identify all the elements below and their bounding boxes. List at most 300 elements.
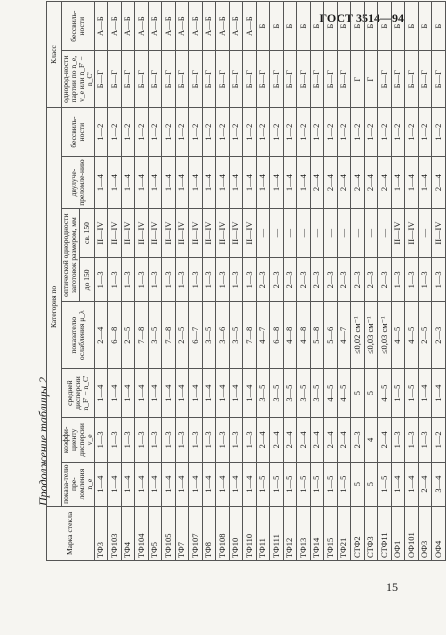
cell-homogeneity-over-150: II—IV bbox=[391, 208, 405, 257]
cell-mean-dispersion: 1—4 bbox=[121, 368, 135, 417]
cell-birefringence: 1—4 bbox=[229, 157, 243, 209]
cell-mean-dispersion: 1—4 bbox=[189, 368, 203, 417]
cell-mean-dispersion: 1—5 bbox=[405, 368, 419, 417]
cell-bubbles-category: 1—2 bbox=[324, 107, 338, 156]
cell-attenuation: ≤0,03 см⁻¹ bbox=[378, 302, 392, 368]
cell-homogeneity-upto-150: 2—3 bbox=[351, 258, 365, 302]
cell-attenuation: ≤0,03 см⁻¹ bbox=[364, 302, 378, 368]
cell-homogeneity-class: Б—Г bbox=[94, 51, 108, 108]
cell-birefringence: 2—4 bbox=[351, 157, 365, 209]
table-row bbox=[162, 2, 176, 561]
cell-dispersion-coeff: 1—3 bbox=[108, 418, 122, 462]
table-row bbox=[418, 2, 432, 561]
cell-homogeneity-class: Б—Г bbox=[256, 51, 270, 108]
cell-mean-dispersion: 1—4 bbox=[175, 368, 189, 417]
cell-mean-dispersion: 1—4 bbox=[148, 368, 162, 417]
cell-birefringence: 1—4 bbox=[270, 157, 284, 209]
cell-homogeneity-class: Б—Г bbox=[189, 51, 203, 108]
header-upto-150: до 150 bbox=[79, 258, 94, 302]
cell-grade: ТФ14 bbox=[310, 506, 324, 560]
cell-homogeneity-class: Б—Г bbox=[391, 51, 405, 108]
cell-homogeneity-over-150: II—IV bbox=[202, 208, 216, 257]
cell-dispersion-coeff: 2—4 bbox=[324, 418, 338, 462]
cell-bubbles-class: Б bbox=[337, 2, 351, 51]
cell-bubbles-class: А—Б bbox=[175, 2, 189, 51]
cell-birefringence: 1—4 bbox=[148, 157, 162, 209]
cell-attenuation: 6—8 bbox=[270, 302, 284, 368]
cell-birefringence: 1—4 bbox=[243, 157, 257, 209]
cell-refr-index: 1—4 bbox=[175, 462, 189, 506]
cell-dispersion-coeff: 2—4 bbox=[283, 418, 297, 462]
cell-bubbles-category: 1—2 bbox=[148, 107, 162, 156]
cell-bubbles-category: 1—2 bbox=[283, 107, 297, 156]
cell-mean-dispersion: 5 bbox=[364, 368, 378, 417]
cell-bubbles-class: А—Б bbox=[229, 2, 243, 51]
cell-bubbles-class: Б bbox=[297, 2, 311, 51]
cell-homogeneity-upto-150: 1—3 bbox=[121, 258, 135, 302]
cell-homogeneity-class: Б—Г bbox=[175, 51, 189, 108]
cell-bubbles-category: 1—2 bbox=[337, 107, 351, 156]
cell-homogeneity-over-150: — bbox=[351, 208, 365, 257]
cell-homogeneity-upto-150: 1—3 bbox=[135, 258, 149, 302]
cell-bubbles-category: 1—2 bbox=[216, 107, 230, 156]
cell-dispersion-coeff: 1—3 bbox=[202, 418, 216, 462]
table-row bbox=[297, 2, 311, 561]
table-row bbox=[324, 2, 338, 561]
cell-homogeneity-over-150: — bbox=[283, 208, 297, 257]
header-grade: Марка стекла bbox=[47, 506, 95, 560]
cell-homogeneity-over-150: — bbox=[256, 208, 270, 257]
cell-refr-index: 1—5 bbox=[270, 462, 284, 506]
cell-bubbles-category: 1—2 bbox=[202, 107, 216, 156]
cell-attenuation: 4—8 bbox=[297, 302, 311, 368]
cell-bubbles-class: А—Б bbox=[94, 2, 108, 51]
cell-homogeneity-over-150: II—IV bbox=[94, 208, 108, 257]
cell-refr-index: 1—4 bbox=[189, 462, 203, 506]
cell-bubbles-class: Б bbox=[351, 2, 365, 51]
cell-bubbles-class: Б bbox=[405, 2, 419, 51]
header-category-group: Категория по bbox=[47, 107, 62, 506]
cell-refr-index: 1—4 bbox=[229, 462, 243, 506]
table-row bbox=[189, 2, 203, 561]
cell-grade: ТФ15 bbox=[324, 506, 338, 560]
cell-birefringence: 1—4 bbox=[121, 157, 135, 209]
cell-dispersion-coeff: 1—3 bbox=[175, 418, 189, 462]
cell-homogeneity-class: Б—Г bbox=[121, 51, 135, 108]
cell-bubbles-category: 1—2 bbox=[256, 107, 270, 156]
cell-homogeneity-over-150: II—IV bbox=[148, 208, 162, 257]
cell-dispersion-coeff: 4 bbox=[364, 418, 378, 462]
cell-homogeneity-class: Б—Г bbox=[297, 51, 311, 108]
cell-refr-index: 2—4 bbox=[418, 462, 432, 506]
cell-mean-dispersion: 3—5 bbox=[270, 368, 284, 417]
cell-grade: ТФ108 bbox=[216, 506, 230, 560]
cell-attenuation: 3—5 bbox=[229, 302, 243, 368]
header-attenuation: показателю ослабления μ_λ bbox=[62, 302, 95, 368]
cell-attenuation: 7—8 bbox=[162, 302, 176, 368]
cell-homogeneity-upto-150: 1—3 bbox=[162, 258, 176, 302]
cell-bubbles-category: 1—2 bbox=[229, 107, 243, 156]
cell-bubbles-category: 1—2 bbox=[270, 107, 284, 156]
header-bubbles-category: бессвиль-ности bbox=[62, 107, 95, 156]
cell-dispersion-coeff: 2—4 bbox=[297, 418, 311, 462]
cell-homogeneity-upto-150: 1—3 bbox=[391, 258, 405, 302]
cell-birefringence: 1—4 bbox=[297, 157, 311, 209]
cell-homogeneity-class: Б—Г bbox=[310, 51, 324, 108]
cell-homogeneity-over-150: — bbox=[310, 208, 324, 257]
cell-attenuation: 3—5 bbox=[148, 302, 162, 368]
cell-homogeneity-upto-150: 2—3 bbox=[337, 258, 351, 302]
cell-homogeneity-over-150: II—IV bbox=[216, 208, 230, 257]
cell-mean-dispersion: 1—4 bbox=[216, 368, 230, 417]
cell-homogeneity-class: Б—Г bbox=[324, 51, 338, 108]
cell-mean-dispersion: 5 bbox=[351, 368, 365, 417]
cell-refr-index: 1—4 bbox=[162, 462, 176, 506]
cell-dispersion-coeff: 1—2 bbox=[432, 418, 446, 462]
cell-birefringence: 1—4 bbox=[202, 157, 216, 209]
cell-birefringence: 1—4 bbox=[256, 157, 270, 209]
cell-mean-dispersion: 1—5 bbox=[391, 368, 405, 417]
cell-homogeneity-over-150: II—IV bbox=[108, 208, 122, 257]
cell-attenuation: 2—5 bbox=[175, 302, 189, 368]
table-row bbox=[202, 2, 216, 561]
cell-homogeneity-class: Б—Г bbox=[202, 51, 216, 108]
cell-bubbles-category: 1—2 bbox=[432, 107, 446, 156]
table-row bbox=[229, 2, 243, 561]
cell-bubbles-category: 1—2 bbox=[108, 107, 122, 156]
cell-bubbles-class: Б bbox=[256, 2, 270, 51]
cell-attenuation: 2—5 bbox=[418, 302, 432, 368]
cell-bubbles-category: 1—2 bbox=[405, 107, 419, 156]
cell-refr-index: 1—4 bbox=[243, 462, 257, 506]
cell-birefringence: 1—4 bbox=[189, 157, 203, 209]
cell-bubbles-category: 1—2 bbox=[243, 107, 257, 156]
table-row bbox=[243, 2, 257, 561]
cell-bubbles-class: А—Б bbox=[135, 2, 149, 51]
cell-homogeneity-upto-150: 1—3 bbox=[229, 258, 243, 302]
cell-birefringence: 1—4 bbox=[216, 157, 230, 209]
cell-birefringence: 2—4 bbox=[324, 157, 338, 209]
table-row bbox=[391, 2, 405, 561]
cell-dispersion-coeff: 1—3 bbox=[243, 418, 257, 462]
cell-grade: ТФ10 bbox=[229, 506, 243, 560]
cell-birefringence: 1—4 bbox=[108, 157, 122, 209]
cell-bubbles-category: 1—2 bbox=[121, 107, 135, 156]
cell-dispersion-coeff: 1—3 bbox=[121, 418, 135, 462]
cell-homogeneity-upto-150: 1—3 bbox=[94, 258, 108, 302]
cell-homogeneity-class: Б—Г bbox=[135, 51, 149, 108]
table-rotated-wrapper bbox=[46, 1, 443, 561]
cell-homogeneity-over-150: II—IV bbox=[243, 208, 257, 257]
cell-refr-index: 5 bbox=[364, 462, 378, 506]
cell-dispersion-coeff: 2—3 bbox=[351, 418, 365, 462]
cell-dispersion-coeff: 1—3 bbox=[135, 418, 149, 462]
cell-homogeneity-upto-150: 1—3 bbox=[202, 258, 216, 302]
cell-bubbles-category: 1—2 bbox=[189, 107, 203, 156]
cell-bubbles-category: 1—2 bbox=[135, 107, 149, 156]
cell-attenuation: 6—7 bbox=[189, 302, 203, 368]
cell-homogeneity-class: Б—Г bbox=[270, 51, 284, 108]
cell-mean-dispersion: 1—4 bbox=[135, 368, 149, 417]
cell-mean-dispersion: 3—5 bbox=[256, 368, 270, 417]
cell-homogeneity-over-150: II—IV bbox=[189, 208, 203, 257]
table-row bbox=[378, 2, 392, 561]
cell-refr-index: 1—4 bbox=[121, 462, 135, 506]
cell-refr-index: 1—5 bbox=[378, 462, 392, 506]
cell-dispersion-coeff: 1—3 bbox=[148, 418, 162, 462]
cell-birefringence: 2—4 bbox=[378, 157, 392, 209]
table-row bbox=[256, 2, 270, 561]
cell-attenuation: 4—7 bbox=[337, 302, 351, 368]
cell-homogeneity-over-150: II—IV bbox=[162, 208, 176, 257]
cell-homogeneity-upto-150: 1—3 bbox=[243, 258, 257, 302]
cell-dispersion-coeff: 2—4 bbox=[270, 418, 284, 462]
cell-homogeneity-over-150: — bbox=[270, 208, 284, 257]
cell-homogeneity-upto-150: 2—3 bbox=[324, 258, 338, 302]
cell-homogeneity-class: Б—Г bbox=[378, 51, 392, 108]
cell-mean-dispersion: 1—4 bbox=[418, 368, 432, 417]
cell-birefringence: 1—4 bbox=[94, 157, 108, 209]
cell-refr-index: 1—5 bbox=[324, 462, 338, 506]
header-bubbles-class: бессвиль-ности bbox=[62, 2, 95, 51]
cell-refr-index: 1—4 bbox=[216, 462, 230, 506]
cell-birefringence: 2—4 bbox=[337, 157, 351, 209]
cell-homogeneity-upto-150: 1—3 bbox=[175, 258, 189, 302]
table-row bbox=[283, 2, 297, 561]
cell-homogeneity-class: Г bbox=[364, 51, 378, 108]
cell-birefringence: 1—4 bbox=[283, 157, 297, 209]
cell-grade: ТФ105 bbox=[162, 506, 176, 560]
cell-homogeneity-class: Б—Г bbox=[108, 51, 122, 108]
cell-attenuation: 4—8 bbox=[283, 302, 297, 368]
cell-bubbles-category: 1—2 bbox=[310, 107, 324, 156]
cell-birefringence: 1—4 bbox=[391, 157, 405, 209]
header-homogeneity-class: однород-ности партии по n_e, v_e или n_F' − n_C' bbox=[62, 51, 95, 108]
cell-attenuation: 2—4 bbox=[94, 302, 108, 368]
cell-refr-index: 1—5 bbox=[256, 462, 270, 506]
table-row bbox=[108, 2, 122, 561]
cell-grade: ОФ4 bbox=[432, 506, 446, 560]
cell-bubbles-class: А—Б bbox=[243, 2, 257, 51]
cell-homogeneity-class: Б—Г bbox=[405, 51, 419, 108]
cell-grade: ТФ5 bbox=[148, 506, 162, 560]
cell-bubbles-class: Б bbox=[310, 2, 324, 51]
cell-bubbles-class: Б bbox=[283, 2, 297, 51]
cell-attenuation: 7—8 bbox=[243, 302, 257, 368]
cell-mean-dispersion: 3—5 bbox=[297, 368, 311, 417]
cell-grade: ТФ107 bbox=[189, 506, 203, 560]
cell-homogeneity-upto-150: 2—3 bbox=[310, 258, 324, 302]
cell-homogeneity-over-150: — bbox=[418, 208, 432, 257]
cell-mean-dispersion: 1—4 bbox=[94, 368, 108, 417]
cell-homogeneity-class: Г bbox=[351, 51, 365, 108]
cell-homogeneity-upto-150: 2—3 bbox=[283, 258, 297, 302]
table-row bbox=[121, 2, 135, 561]
cell-homogeneity-class: Б—Г bbox=[162, 51, 176, 108]
glass-grades-table bbox=[46, 1, 446, 561]
cell-mean-dispersion: 1—4 bbox=[108, 368, 122, 417]
cell-attenuation: 3—5 bbox=[202, 302, 216, 368]
cell-homogeneity-over-150: — bbox=[378, 208, 392, 257]
cell-grade: ОФ3 bbox=[418, 506, 432, 560]
page-number: 15 bbox=[386, 580, 398, 594]
cell-homogeneity-class: Б—Г bbox=[229, 51, 243, 108]
cell-bubbles-class: А—Б bbox=[189, 2, 203, 51]
cell-homogeneity-over-150: II—IV bbox=[135, 208, 149, 257]
cell-bubbles-class: Б bbox=[270, 2, 284, 51]
cell-mean-dispersion: 1—4 bbox=[243, 368, 257, 417]
cell-dispersion-coeff: 2—4 bbox=[378, 418, 392, 462]
cell-grade: ТФ4 bbox=[121, 506, 135, 560]
cell-bubbles-class: А—Б bbox=[216, 2, 230, 51]
cell-homogeneity-class: Б—Г bbox=[337, 51, 351, 108]
cell-mean-dispersion: 1—4 bbox=[162, 368, 176, 417]
cell-attenuation: 4—5 bbox=[405, 302, 419, 368]
table-row bbox=[148, 2, 162, 561]
table-row bbox=[216, 2, 230, 561]
cell-bubbles-category: 1—2 bbox=[94, 107, 108, 156]
cell-bubbles-class: А—Б bbox=[148, 2, 162, 51]
table-row bbox=[405, 2, 419, 561]
cell-bubbles-category: 1—2 bbox=[351, 107, 365, 156]
cell-dispersion-coeff: 1—3 bbox=[162, 418, 176, 462]
cell-dispersion-coeff: 1—3 bbox=[189, 418, 203, 462]
cell-grade: ТФ103 bbox=[108, 506, 122, 560]
cell-bubbles-category: 1—2 bbox=[175, 107, 189, 156]
cell-birefringence: 1—4 bbox=[405, 157, 419, 209]
cell-attenuation: ≤0,02 см⁻¹ bbox=[351, 302, 365, 368]
table-row bbox=[175, 2, 189, 561]
cell-grade: ТФ12 bbox=[283, 506, 297, 560]
header-birefringence: двулуче-преломле-нию bbox=[62, 157, 95, 209]
cell-refr-index: 1—4 bbox=[135, 462, 149, 506]
header-over-150: св. 150 bbox=[79, 208, 94, 257]
cell-homogeneity-upto-150: 2—3 bbox=[297, 258, 311, 302]
cell-homogeneity-upto-150: 1—3 bbox=[418, 258, 432, 302]
header-dispersion-coeff: коэффи-циенту дисперсии v_e bbox=[62, 418, 95, 462]
cell-attenuation: 5—8 bbox=[310, 302, 324, 368]
cell-homogeneity-over-150: II—IV bbox=[229, 208, 243, 257]
cell-refr-index: 1—4 bbox=[202, 462, 216, 506]
cell-refr-index: 1—4 bbox=[108, 462, 122, 506]
cell-grade: ТФ8 bbox=[202, 506, 216, 560]
cell-bubbles-category: 1—2 bbox=[391, 107, 405, 156]
cell-homogeneity-class: Б—Г bbox=[418, 51, 432, 108]
cell-grade: СТФ3 bbox=[364, 506, 378, 560]
cell-homogeneity-class: Б—Г bbox=[148, 51, 162, 108]
cell-grade: ОФ1 bbox=[391, 506, 405, 560]
cell-mean-dispersion: 1—4 bbox=[202, 368, 216, 417]
cell-bubbles-class: А—Б bbox=[108, 2, 122, 51]
cell-homogeneity-over-150: — bbox=[324, 208, 338, 257]
cell-refr-index: 1—5 bbox=[337, 462, 351, 506]
cell-birefringence: 1—4 bbox=[175, 157, 189, 209]
header-optical-homogeneity: оптической однородности заготовок размером, мм bbox=[62, 208, 80, 302]
cell-bubbles-class: Б bbox=[364, 2, 378, 51]
cell-attenuation: 7—8 bbox=[135, 302, 149, 368]
cell-grade: ТФ7 bbox=[175, 506, 189, 560]
cell-birefringence: 1—4 bbox=[418, 157, 432, 209]
cell-bubbles-category: 1—2 bbox=[418, 107, 432, 156]
standard-code: ГОСТ 3514—94 bbox=[319, 11, 404, 25]
cell-grade: ТФ3 bbox=[94, 506, 108, 560]
cell-birefringence: 2—4 bbox=[432, 157, 446, 209]
cell-grade: ТФ13 bbox=[297, 506, 311, 560]
cell-homogeneity-upto-150: 1—3 bbox=[405, 258, 419, 302]
continuation-label: Продолжение таблицы 2 bbox=[36, 376, 50, 506]
cell-grade: ТФ11 bbox=[256, 506, 270, 560]
cell-homogeneity-upto-150: 1—3 bbox=[216, 258, 230, 302]
cell-homogeneity-over-150: II—IV bbox=[175, 208, 189, 257]
cell-mean-dispersion: 3—5 bbox=[310, 368, 324, 417]
cell-homogeneity-upto-150: 2—3 bbox=[364, 258, 378, 302]
cell-attenuation: 2—3 bbox=[432, 302, 446, 368]
header-refr-index: показа-телю пре-ломления n_e bbox=[62, 462, 95, 506]
cell-homogeneity-upto-150: 1—3 bbox=[148, 258, 162, 302]
cell-homogeneity-upto-150: 1—3 bbox=[432, 258, 446, 302]
cell-refr-index: 1—5 bbox=[297, 462, 311, 506]
cell-refr-index: 1—5 bbox=[310, 462, 324, 506]
cell-homogeneity-class: Б—Г bbox=[432, 51, 446, 108]
cell-bubbles-category: 1—2 bbox=[162, 107, 176, 156]
cell-bubbles-class: А—Б bbox=[202, 2, 216, 51]
cell-grade: ТФ110 bbox=[243, 506, 257, 560]
cell-homogeneity-over-150: — bbox=[337, 208, 351, 257]
cell-homogeneity-class: Б—Г bbox=[283, 51, 297, 108]
cell-homogeneity-over-150: — bbox=[297, 208, 311, 257]
cell-bubbles-category: 1—2 bbox=[364, 107, 378, 156]
cell-grade: СТФ11 bbox=[378, 506, 392, 560]
cell-attenuation: 4—5 bbox=[391, 302, 405, 368]
cell-dispersion-coeff: 1—3 bbox=[216, 418, 230, 462]
cell-homogeneity-upto-150: 2—3 bbox=[378, 258, 392, 302]
cell-homogeneity-over-150: II—IV bbox=[405, 208, 419, 257]
cell-grade: ТФ111 bbox=[270, 506, 284, 560]
cell-refr-index: 1—4 bbox=[391, 462, 405, 506]
cell-homogeneity-upto-150: 1—3 bbox=[189, 258, 203, 302]
cell-homogeneity-upto-150: 2—3 bbox=[256, 258, 270, 302]
table-row bbox=[364, 2, 378, 561]
cell-bubbles-class: Б bbox=[391, 2, 405, 51]
table-row bbox=[135, 2, 149, 561]
cell-mean-dispersion: 4—5 bbox=[378, 368, 392, 417]
cell-bubbles-category: 1—2 bbox=[378, 107, 392, 156]
cell-refr-index: 1—4 bbox=[94, 462, 108, 506]
cell-mean-dispersion: 4—5 bbox=[337, 368, 351, 417]
table-row bbox=[94, 2, 108, 561]
cell-refr-index: 1—4 bbox=[148, 462, 162, 506]
cell-attenuation: 2—5 bbox=[121, 302, 135, 368]
cell-bubbles-class: А—Б bbox=[162, 2, 176, 51]
cell-birefringence: 2—4 bbox=[364, 157, 378, 209]
cell-homogeneity-upto-150: 2—3 bbox=[270, 258, 284, 302]
cell-dispersion-coeff: 1—3 bbox=[418, 418, 432, 462]
table-row bbox=[351, 2, 365, 561]
cell-refr-index: 1—4 bbox=[405, 462, 419, 506]
cell-birefringence: 2—4 bbox=[310, 157, 324, 209]
cell-birefringence: 1—4 bbox=[135, 157, 149, 209]
cell-bubbles-class: Б bbox=[418, 2, 432, 51]
cell-mean-dispersion: 1—4 bbox=[229, 368, 243, 417]
header-class-group: Класс bbox=[47, 2, 62, 108]
cell-grade: СТФ2 bbox=[351, 506, 365, 560]
cell-mean-dispersion: 4—5 bbox=[324, 368, 338, 417]
cell-homogeneity-over-150: — bbox=[364, 208, 378, 257]
cell-homogeneity-class: Б—Г bbox=[243, 51, 257, 108]
table-row bbox=[310, 2, 324, 561]
cell-homogeneity-over-150: II—IV bbox=[121, 208, 135, 257]
table-row bbox=[337, 2, 351, 561]
